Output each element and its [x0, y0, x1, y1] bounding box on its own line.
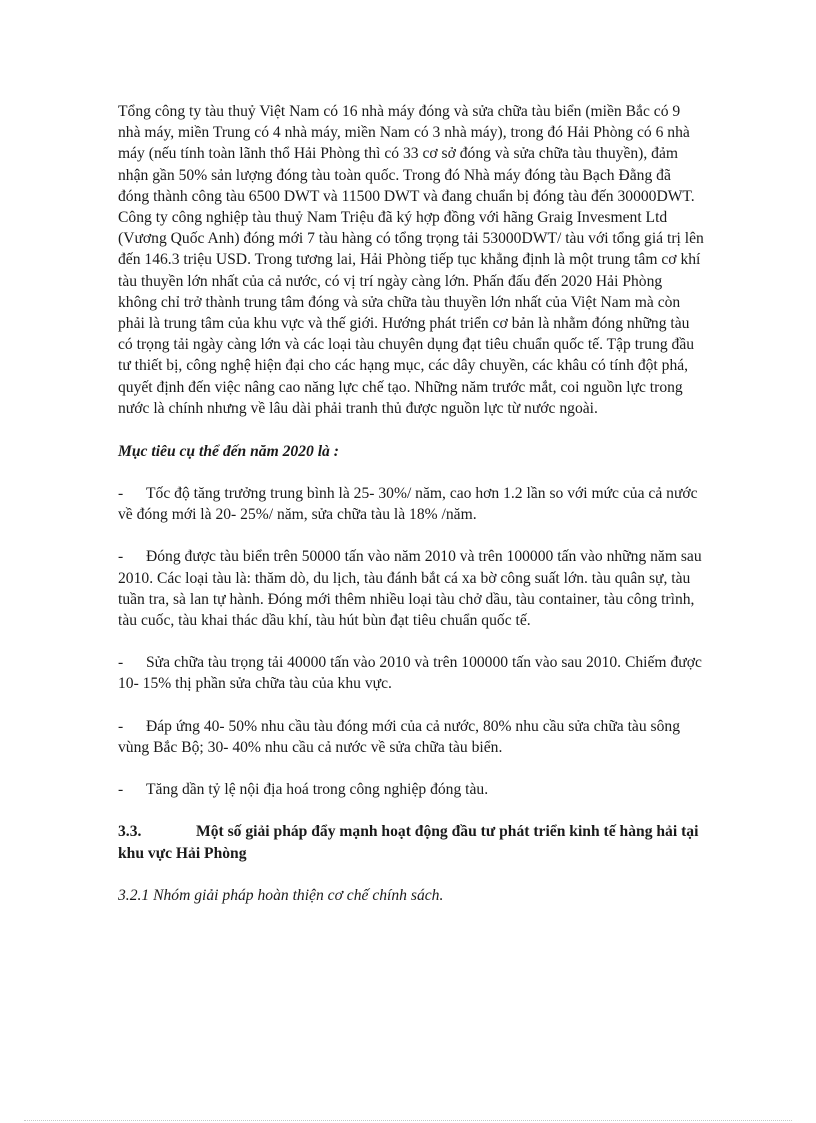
list-item — [118, 716, 704, 758]
intro-paragraph: Tổng công ty tàu thuỷ Việt Nam có 16 nhà máy đóng và sửa chữa tàu biển (miền Bắc có 9 nhà máy, miền Trung có 4 nhà máy, miền Nam có 3 nhà máy), trong đó Hải Phòng có 6 nhà máy (nếu tính toàn lãnh thổ Hải Phòng thì có 33 cơ sở đóng và sửa chữa tàu thuyền), đảm nhận gần 50% sản lượng đóng tàu toàn quốc. Trong đó Nhà máy đóng tàu Bạch Đằng đã đóng thành công tàu 6500 DWT và 11500 DWT và đang chuẩn bị đóng tàu đến 30000DWT. Công ty công nghiệp tàu thuỷ Nam Triệu đã ký hợp đồng với hãng Graig Invesment Ltd (Vương Quốc Anh) đóng mới 7 tàu hàng có tổng trọng tải 53000DWT/ tàu với tổng giá trị lên đến 146.3 triệu USD. Trong tương lai, Hải Phòng tiếp tục khẳng định là một trung tâm cơ khí tàu thuyền lớn nhất của cả nước, có vị trí ngày càng lớn. Phấn đấu đến 2020 Hải Phòng không chỉ trở thành trung tâm đóng và sửa chữa tàu thuyền lớn nhất của Việt Nam mà còn phải là trung tâm của khu vực và thế giới. Hướng phát triển cơ bản là nhằm đóng những tàu có trọng tải ngày càng lớn và các loại tàu chuyên dụng đạt tiêu chuẩn quốc tế. Tập trung đầu tư thiết bị, công nghệ hiện đại cho các hạng mục, các dây chuyền, các khâu có tính đột phá, quyết định đến việc nâng cao năng lực chế tạo. Những năm trước mắt, coi nguồn lực trong nước là chính nhưng về lâu dài phải tranh thủ được nguồn lực từ nước ngoài. — [118, 103, 704, 417]
page-bottom-divider — [24, 1120, 792, 1121]
list-item-text: Đáp ứng 40- 50% nhu cầu tàu đóng mới của cả nước, 80% nhu cầu sửa chữa tàu sông vùng Bắc Bộ; 30- 40% nhu cầu cả nước về sửa chữa tàu biển. — [118, 717, 680, 756]
list-item-text: Sửa chữa tàu trọng tải 40000 tấn vào 2010 và trên 100000 tấn vào sau 2010. Chiếm được 10- 15% thị phần sửa chữa tàu của khu vực. — [118, 654, 702, 693]
subsection-heading: 3.2.1 Nhóm giải pháp hoàn thiện cơ chế chính sách. — [118, 887, 444, 905]
list-dash: - — [118, 781, 124, 799]
list-item-text: Tăng dần tỷ lệ nội địa hoá trong công nghiệp đóng tàu. — [146, 781, 489, 799]
list-dash: - — [118, 485, 124, 503]
section-title: Một số giải pháp đẩy mạnh hoạt động đầu tư phát triển kinh tế hàng hải tại khu vực Hải Phòng — [118, 823, 699, 862]
list-dash: - — [118, 717, 124, 735]
list-item — [118, 779, 704, 800]
list-dash: - — [118, 654, 124, 672]
list-item-text: Đóng được tàu biển trên 50000 tấn vào năm 2010 và trên 100000 tấn vào những năm sau 2010. Các loại tàu là: thăm dò, du lịch, tàu đánh bắt cá xa bờ công suất lớn. tàu quân sự, tàu tuần tra, sà lan tự hành. Đóng mới thêm nhiều loại tàu chở dầu, tàu container, tàu công trình, tàu cuốc, tàu khai thác dầu khí, tàu hút bùn đạt tiêu chuẩn quốc tế. — [118, 548, 702, 630]
list-item — [118, 652, 704, 694]
section-heading — [118, 821, 704, 864]
page-content — [118, 101, 704, 906]
goals-heading: Mục tiêu cụ thể đến năm 2020 là : — [118, 443, 339, 461]
list-dash: - — [118, 548, 124, 566]
list-item — [118, 483, 704, 525]
goals-list — [118, 483, 704, 800]
list-item-text: Tốc độ tăng trưởng trung bình là 25- 30%/ năm, cao hơn 1.2 lần so với mức của cả nước về đóng mới là 20- 25%/ năm, sửa chữa tàu là 18% /năm. — [118, 485, 698, 524]
list-item — [118, 546, 704, 631]
section-number: 3.3. — [118, 823, 142, 841]
